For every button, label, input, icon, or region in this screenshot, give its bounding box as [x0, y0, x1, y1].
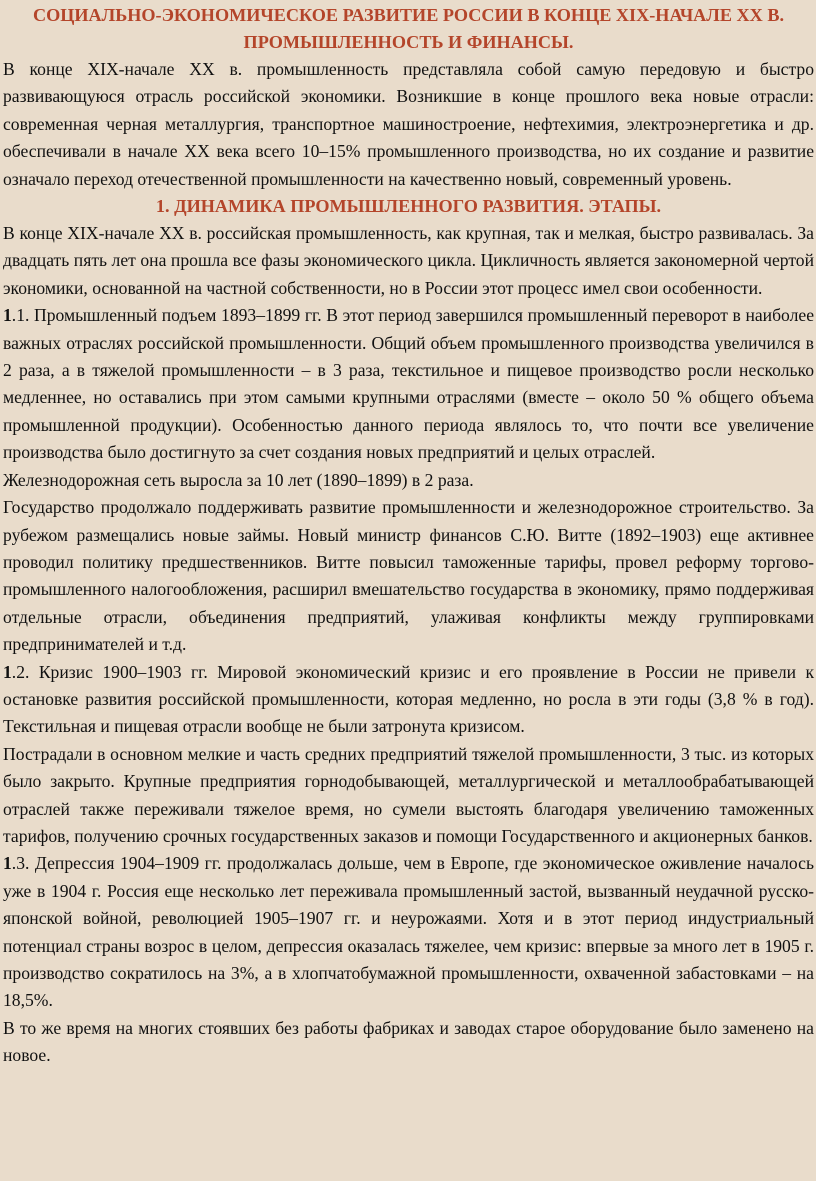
subsection-1-1-number: 1 — [3, 305, 12, 326]
subsection-1-3-text: .3. Депрессия 1904–1909 гг. продолжалась дольше, чем в Европе, где экономическое оживление началось уже в 1904 г. Россия еще несколько лет переживала промышленный застой, вызванный неудачной русско-японской войной, революцией 1905–1907 гг. и неурожаями. Хотя и в этот период индустриальный потенциал страны возрос в целом, депрессия оказалась тяжелее, чем кризис: впервые за много лет в 1905 г. производство сократилось на 3%, а в хлопчатобумажной промышленности, охваченной забастовками – на 18,5%. — [3, 853, 814, 1011]
subsection-1-1-paragraph — [3, 302, 814, 466]
subsection-1-2-text: .2. Кризис 1900–1903 гг. Мировой экономический кризис и его проявление в России не привели к остановке развития российской промышленности, которая медленно, но росла в эти годы (3,8 % в год). Текстильная и пищевая отрасли вообще не были затронута кризисом. — [3, 661, 814, 737]
crisis-effects-paragraph: Пострадали в основном мелкие и часть средних предприятий тяжелой промышленности, 3 тыс. из которых было закрыто. Крупные предприятия горнодобывающей, металлургической и металлообрабатывающей отраслей также переживали тяжелое время, но сумели выстоять благодаря увеличению таможенных тарифов, получению срочных государственных заказов и помощи Государственного и акционерных банков. — [3, 743, 814, 846]
railway-paragraph: Железнодорожная сеть выросла за 10 лет (1890–1899) в 2 раза. — [3, 469, 474, 490]
subsection-1-2-number: 1 — [3, 661, 12, 682]
subsection-1-1-text: .1. Промышленный подъем 1893–1899 гг. В этот период завершился промышленный переворот в наиболее важных отраслях российской промышленности. Общий объем промышленного производства увеличился в 2 раза, а в тяжелой промышленности – в 3 раза, текстильное и пищевое производство росли несколько медленнее, но оставались при этом самыми крупными отраслями (вместе – около 50 % общего объема промышленной продукции). Особенностью данного периода являлось то, что почти все увеличение производства было достигнуто за счет создания новых предприятий и целых отраслей. — [3, 305, 814, 463]
subsection-1-3-number: 1 — [3, 853, 12, 874]
equipment-paragraph: В то же время на многих стоявших без работы фабриках и заводах старое оборудование было заменено на новое. — [3, 1017, 814, 1066]
section-1-heading: 1. ДИНАМИКА ПРОМЫШЛЕННОГО РАЗВИТИЯ. ЭТАПЫ. — [155, 196, 662, 217]
document-title: СОЦИАЛЬНО-ЭКОНОМИЧЕСКОЕ РАЗВИТИЕ РОССИИ В КОНЦЕ XIX-НАЧАЛЕ XX В. ПРОМЫШЛЕННОСТЬ И ФИНАНСЫ. — [32, 5, 785, 52]
subsection-1-3-paragraph — [3, 850, 814, 1014]
subsection-1-2-paragraph — [3, 659, 814, 741]
intro-paragraph: В конце XIX-начале XX в. промышленность представляла собой самую передовую и быстро развивающуюся отрасль российской экономики. Возникшие в конце прошлого века новые отрасли: современная черная металлургия, транспортное машиностроение, нефтехимия, электроэнергетика и др. обеспечивали в начале XX века всего 10–15% промышленного производства, но их создание и развитие означало переход отечественной промышленности на качественно новый, современный уровень. — [3, 59, 814, 189]
section-1-intro-paragraph: В конце XIX-начале XX в. российская промышленность, как крупная, так и мелкая, быстро развивалась. За двадцать пять лет она прошла все фазы экономического цикла. Цикличность является закономерной чертой экономики, основанной на частной собственности, но в России этот процесс имел свои особенности. — [3, 223, 814, 298]
state-policy-paragraph: Государство продолжало поддерживать развитие промышленности и железнодорожное строительство. За рубежом размещались новые займы. Новый министр финансов С.Ю. Витте (1892–1903) еще активнее проводил политику предшественников. Витте повысил таможенные тарифы, провел реформу торгово-промышленного налогообложения, расширил вмешательство государства в экономику, прямо поддерживая отдельные отрасли, объединения предприятий, улаживая конфликты между группировками предпринимателей и т.д. — [3, 497, 814, 655]
